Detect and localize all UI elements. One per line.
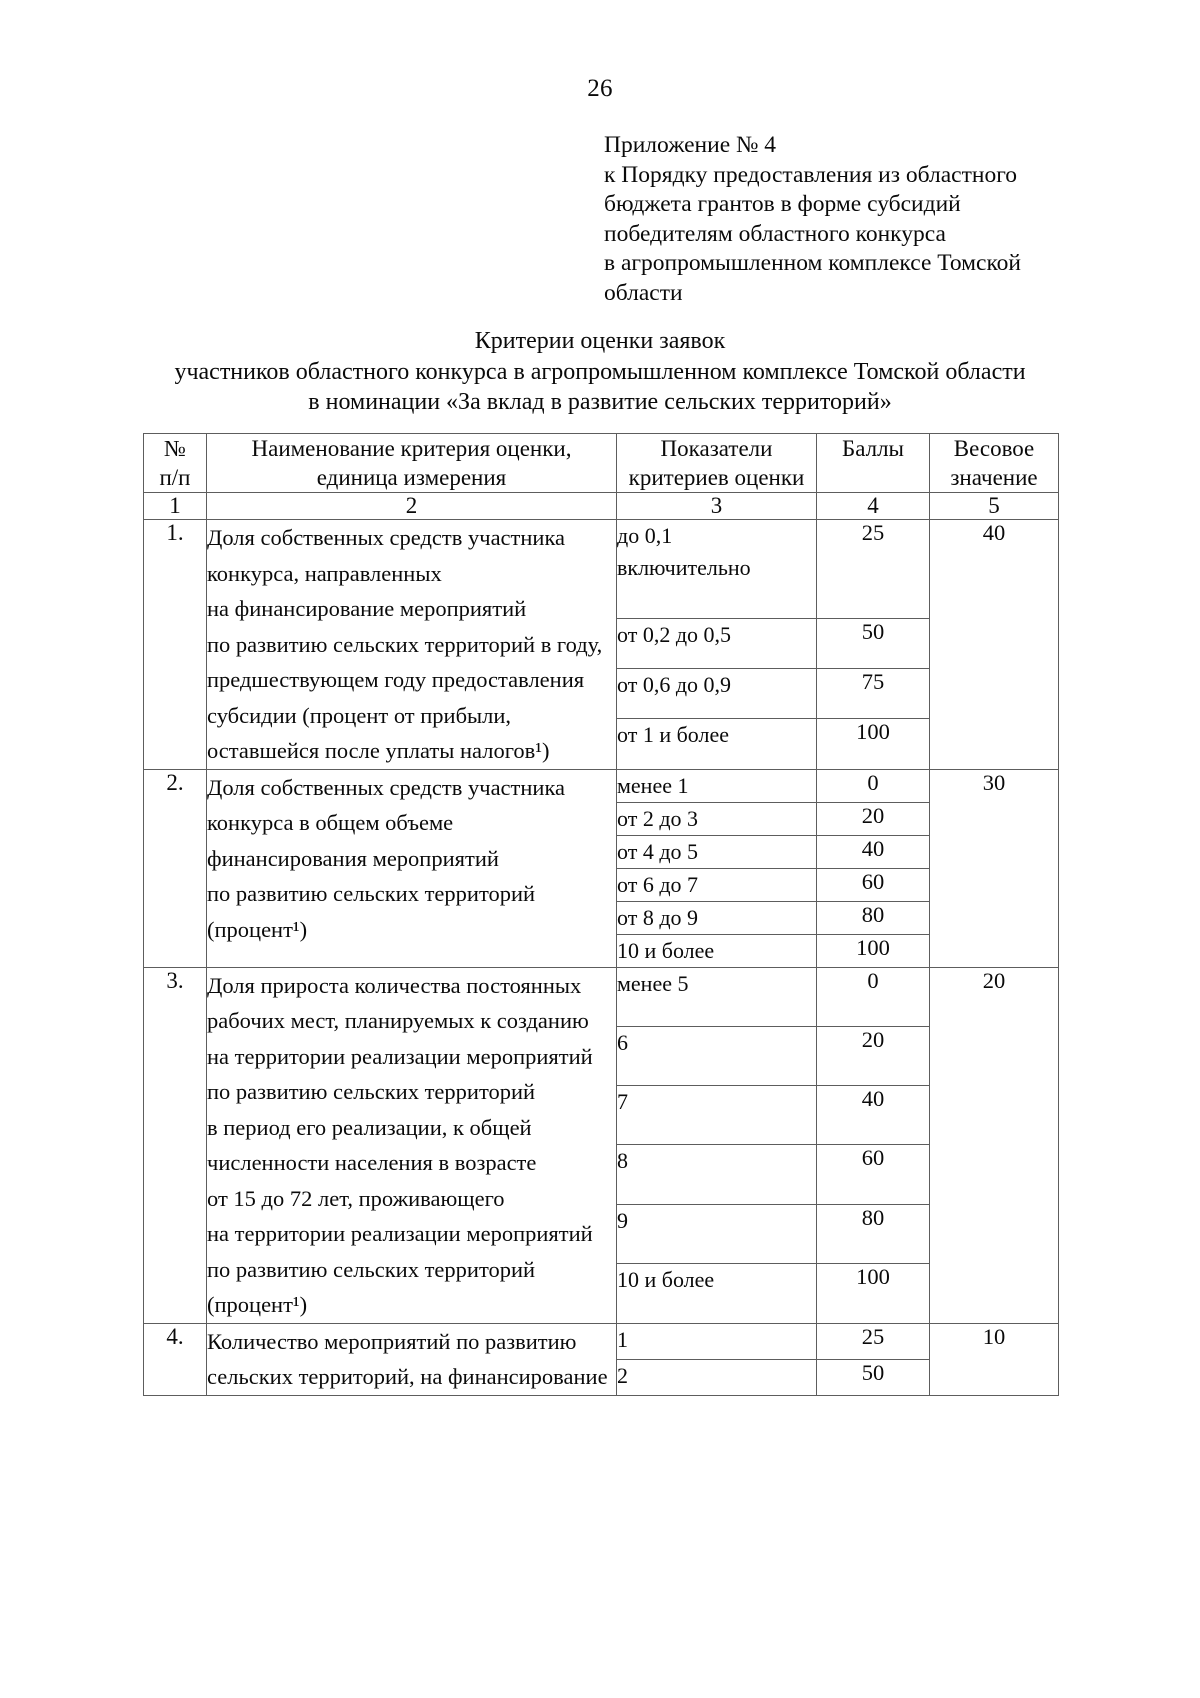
header-line: Наименование критерия оценки, — [251, 436, 572, 461]
indicator-label-line: 1 — [617, 1326, 628, 1352]
indicator-score: 60 — [817, 1145, 930, 1204]
criterion-name-line: по развитию сельских территорий — [207, 1079, 536, 1104]
indicator-score: 75 — [817, 669, 930, 719]
appendix-line: бюджета грантов в форме субсидий — [604, 191, 961, 217]
header-line: № — [164, 436, 186, 461]
criterion-index: 3. — [144, 967, 207, 1323]
header-line: значение — [950, 465, 1038, 490]
criterion-name-line: предшествующем году предоставления — [207, 667, 585, 692]
appendix-line: победителям областного конкурса — [604, 220, 946, 247]
indicator-score: 50 — [817, 618, 930, 668]
criterion-name-line: Доля собственных средств участника — [207, 774, 566, 800]
header-line: п/п — [159, 465, 191, 490]
indicator-label-line: 10 и более — [617, 1267, 715, 1293]
indicator-score: 25 — [817, 520, 930, 619]
criterion-index: 1. — [144, 520, 207, 770]
indicator-label-line: 2 — [617, 1362, 628, 1388]
indicator-label-line: менее 5 — [617, 970, 689, 996]
indicator-label-line: от 0,2 до 0,5 — [617, 621, 732, 647]
criterion-name-line: Количество мероприятий по развитию — [207, 1328, 577, 1354]
header-cell-score — [817, 434, 930, 493]
criterion-name-line: Доля собственных средств участника — [207, 525, 566, 550]
indicator-label-line: от 6 до 7 — [617, 871, 699, 897]
indicator-score: 80 — [817, 901, 930, 934]
criterion-name-line: оставшейся после уплаты налогов¹) — [207, 738, 550, 763]
indicator-label — [617, 1145, 817, 1204]
criterion-weight: 10 — [930, 1323, 1059, 1395]
criterion-index: 4. — [144, 1323, 207, 1395]
indicator-label — [617, 802, 817, 835]
header-line: Показатели — [660, 436, 773, 461]
indicator-label — [617, 1086, 817, 1145]
indicator-label — [617, 520, 817, 619]
document-heading — [60, 326, 1140, 418]
column-number-4: 4 — [817, 493, 930, 520]
indicator-label-line: от 1 и более — [617, 722, 730, 748]
header-cell-name — [207, 434, 617, 493]
appendix-line: к Порядку предоставления из областного — [604, 161, 1018, 188]
heading-line: участников областного конкурса в агропромышленном комплексе Томской области — [174, 358, 1026, 385]
indicator-label-line: от 4 до 5 — [617, 838, 699, 864]
header-line: единица измерения — [316, 465, 507, 490]
criterion-weight: 40 — [930, 520, 1059, 770]
indicator-label — [617, 719, 817, 769]
criterion-name-line: на финансирование мероприятий — [207, 596, 527, 621]
indicator-label — [617, 901, 817, 934]
criterion-weight: 30 — [930, 769, 1059, 967]
indicator-score: 80 — [817, 1204, 930, 1263]
indicator-label — [617, 1204, 817, 1263]
criterion-name-line: финансирования мероприятий — [207, 845, 499, 871]
indicator-score: 50 — [817, 1359, 930, 1395]
column-number-2: 2 — [207, 493, 617, 520]
indicator-label-line: до 0,1 — [617, 523, 673, 548]
page-number: 26 — [587, 75, 613, 102]
appendix-reference-text — [604, 161, 1041, 309]
indicator-label — [617, 669, 817, 719]
indicator-label-line: включительно — [617, 555, 751, 580]
criterion-name-line: на территории реализации мероприятий — [207, 1043, 593, 1069]
criterion-name — [207, 1323, 617, 1395]
appendix-line: в агропромышленном комплексе Томской — [604, 250, 1022, 276]
indicator-label — [617, 967, 817, 1026]
table-body — [144, 520, 1059, 1396]
indicator-label — [617, 769, 817, 802]
indicator-score: 25 — [817, 1323, 930, 1359]
indicator-score: 40 — [817, 835, 930, 868]
table-row — [144, 1323, 1059, 1359]
table-header — [144, 434, 1059, 520]
criterion-name-line: конкурса, направленных — [207, 560, 442, 586]
indicator-label-line: 7 — [617, 1089, 628, 1115]
table-row — [144, 520, 1059, 619]
indicator-label — [617, 1323, 817, 1359]
indicator-score: 40 — [817, 1086, 930, 1145]
criterion-name-line: рабочих мест, планируемых к созданию — [207, 1008, 589, 1033]
indicator-label-line: от 2 до 3 — [617, 805, 699, 831]
indicator-label — [617, 1264, 817, 1323]
indicator-label-line: менее 1 — [617, 772, 689, 798]
indicator-label-line: от 8 до 9 — [617, 904, 699, 930]
appendix-title: Приложение № 4 — [604, 132, 777, 158]
header-line: Баллы — [841, 436, 905, 461]
appendix-line: области — [604, 279, 683, 306]
column-number-5: 5 — [930, 493, 1059, 520]
indicator-score: 0 — [817, 769, 930, 802]
criterion-name-line: по развитию сельских территорий в году, — [207, 631, 603, 657]
criterion-name-line: на территории реализации мероприятий — [207, 1221, 593, 1246]
indicator-score: 100 — [817, 934, 930, 967]
indicator-label-line: 9 — [617, 1207, 628, 1233]
header-line: критериев оценки — [628, 465, 805, 490]
indicator-label-line: от 0,6 до 0,9 — [617, 672, 732, 698]
indicator-score: 100 — [817, 719, 930, 769]
indicator-score: 20 — [817, 1026, 930, 1085]
indicator-label-line: 6 — [617, 1029, 628, 1055]
criterion-name-line: по развитию сельских территорий — [207, 881, 536, 906]
criterion-name-line: численности населения в возрасте — [207, 1150, 537, 1175]
column-number-1: 1 — [144, 493, 207, 520]
indicator-score: 20 — [817, 802, 930, 835]
indicator-score: 100 — [817, 1264, 930, 1323]
heading-line: Критерии оценки заявок — [474, 328, 726, 354]
indicator-score: 60 — [817, 868, 930, 901]
criterion-name — [207, 769, 617, 967]
criterion-name-line: (процент¹) — [207, 916, 308, 942]
criterion-name-line: субсидии (процент от прибыли, — [207, 702, 512, 728]
indicator-label — [617, 1359, 817, 1395]
table-row — [144, 769, 1059, 802]
criteria-table — [143, 433, 1059, 1396]
indicator-label — [617, 868, 817, 901]
table-row — [144, 967, 1059, 1026]
header-line: Весовое — [953, 436, 1035, 461]
criterion-name-line: конкурса в общем объеме — [207, 810, 454, 835]
table-header-row — [144, 434, 1059, 493]
indicator-label-line: 10 и более — [617, 937, 715, 963]
header-cell-indicator — [617, 434, 817, 493]
indicator-score: 0 — [817, 967, 930, 1026]
criterion-name-line: по развитию сельских территорий — [207, 1256, 536, 1282]
indicator-label — [617, 618, 817, 668]
criterion-index: 2. — [144, 769, 207, 967]
criterion-name-line: Доля прироста количества постоянных — [207, 972, 582, 998]
criterion-weight: 20 — [930, 967, 1059, 1323]
column-number-3: 3 — [617, 493, 817, 520]
criterion-name-line: сельских территорий, на финансирование — [207, 1364, 608, 1389]
indicator-label-line: 8 — [617, 1148, 628, 1174]
header-cell-weight — [930, 434, 1059, 493]
indicator-label — [617, 934, 817, 967]
criterion-name-line: в период его реализации, к общей — [207, 1114, 532, 1140]
criterion-name — [207, 967, 617, 1323]
header-cell-num — [144, 434, 207, 493]
table-column-number-row — [144, 493, 1059, 520]
criterion-name — [207, 520, 617, 770]
criterion-name-line: (процент¹) — [207, 1292, 308, 1317]
criterion-name-line: от 15 до 72 лет, проживающего — [207, 1185, 505, 1211]
heading-line: в номинации «За вклад в развитие сельских территорий» — [308, 389, 892, 415]
appendix-reference-block — [604, 131, 1041, 308]
indicator-label — [617, 835, 817, 868]
indicator-label — [617, 1026, 817, 1085]
